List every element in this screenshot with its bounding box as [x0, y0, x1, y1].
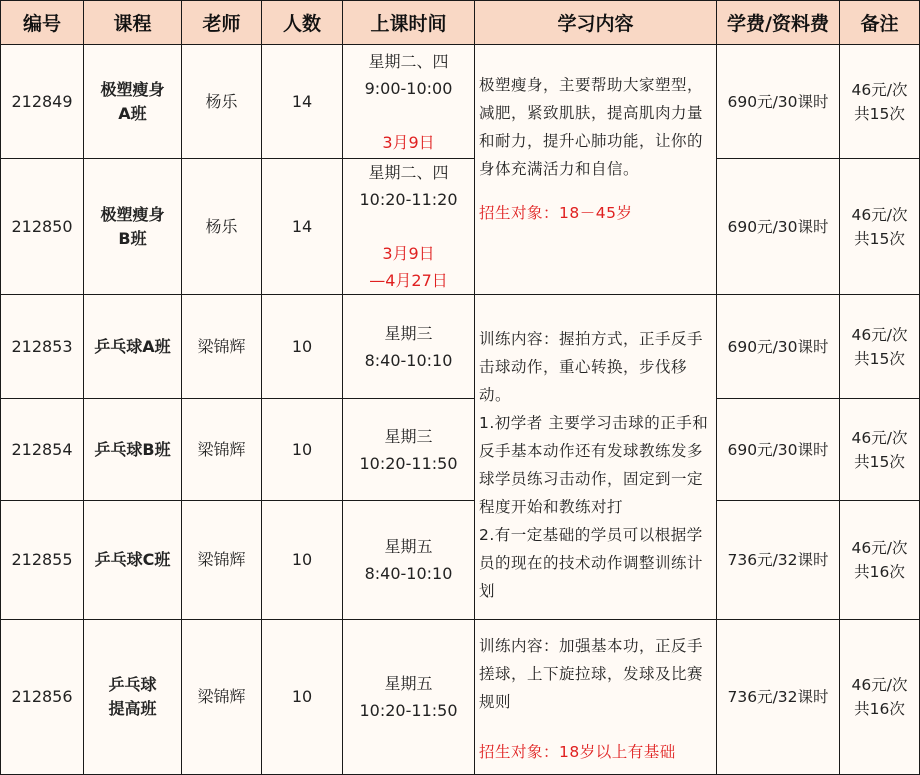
note [840, 45, 920, 159]
class-days: 星期二、四 [368, 51, 449, 71]
class-days: 星期三 [384, 426, 433, 446]
header-time: 上课时间 [343, 1, 475, 45]
note-price: 46元/次 [851, 325, 908, 344]
content-slim-text: 极塑瘦身，主要帮助大家塑型，减肥，紧致肌肤，提高肌肉力量和耐力，提升心肺功能，让你的身体充满活力和自信。 [479, 76, 704, 178]
teacher-name: 梁锦辉 [182, 295, 262, 399]
header-content: 学习内容 [475, 1, 717, 45]
class-end-date: —4月27日 [369, 271, 448, 290]
content-pingpong-point1: 1.初学者 主要学习击球的正手和反手基本动作还有发球教练发多球学员练习击动作，固定到一定程度开始和教练对打 [479, 414, 709, 516]
student-count: 10 [262, 295, 343, 399]
content-pingpong-basic [475, 295, 717, 620]
student-count: 14 [262, 45, 343, 159]
class-start-date: 3月9日 [382, 244, 435, 263]
class-hours: 9:00-10:00 [364, 78, 453, 98]
course-name-line1: 极塑瘦身 [100, 79, 165, 99]
class-start-date: 3月9日 [382, 132, 435, 152]
course-id: 212850 [1, 159, 84, 295]
course-name-line2: A班 [118, 103, 147, 123]
content-pingpong-point2: 2.有一定基础的学员可以根据学员的现在的技术动作调整训练计划 [479, 526, 704, 600]
teacher-name: 梁锦辉 [182, 501, 262, 620]
course-id: 212853 [1, 295, 84, 399]
note-price: 46元/次 [851, 428, 908, 447]
course-name-line1: 极塑瘦身 [100, 204, 165, 224]
fee: 690元/30课时 [717, 45, 840, 159]
teacher-name: 梁锦辉 [182, 620, 262, 775]
fee: 690元/30课时 [717, 159, 840, 295]
note [840, 295, 920, 399]
fee: 736元/32课时 [717, 501, 840, 620]
table-row [1, 295, 920, 399]
course-name-line1: 乒乓球 [108, 675, 157, 694]
header-note: 备注 [840, 1, 920, 45]
class-hours: 10:20-11:50 [359, 453, 458, 473]
note [840, 399, 920, 501]
note-sessions: 共16次 [854, 700, 905, 718]
header-count: 人数 [262, 1, 343, 45]
note-sessions: 共15次 [854, 349, 905, 368]
class-time [343, 159, 475, 295]
student-count: 10 [262, 399, 343, 501]
note-price: 46元/次 [851, 205, 908, 224]
student-count: 14 [262, 159, 343, 295]
course-name-line2: 提高班 [108, 699, 157, 718]
note-price: 46元/次 [851, 539, 908, 557]
class-time [343, 399, 475, 501]
class-hours: 8:40-10:10 [364, 564, 453, 583]
header-teacher: 老师 [182, 1, 262, 45]
class-days: 星期五 [384, 537, 433, 556]
course-name-line2: B班 [118, 228, 147, 248]
header-id: 编号 [1, 1, 84, 45]
note-sessions: 共15次 [854, 229, 905, 248]
content-pingpong-adv [475, 620, 717, 775]
course-id: 212856 [1, 620, 84, 775]
class-time [343, 501, 475, 620]
header-course: 课程 [84, 1, 182, 45]
teacher-name: 杨乐 [182, 45, 262, 159]
class-days: 星期二、四 [368, 163, 449, 182]
content-pingpong-intro: 训练内容：握拍方式，正手反手击球动作，重心转换，步伐移动。 [479, 330, 704, 404]
content-slim-target: 招生对象：18－45岁 [479, 204, 633, 222]
note-sessions: 共16次 [854, 563, 905, 581]
class-days: 星期五 [384, 674, 433, 693]
note-price: 46元/次 [851, 676, 908, 694]
course-name: 乒乓球A班 [84, 295, 182, 399]
course-name [84, 45, 182, 159]
table-row [1, 501, 920, 620]
fee: 690元/30课时 [717, 399, 840, 501]
course-id: 212855 [1, 501, 84, 620]
table-row [1, 399, 920, 501]
course-id: 212854 [1, 399, 84, 501]
table-row [1, 620, 920, 775]
note [840, 159, 920, 295]
fee: 690元/30课时 [717, 295, 840, 399]
note-sessions: 共15次 [854, 104, 905, 123]
course-name: 乒乓球B班 [84, 399, 182, 501]
class-hours: 10:20-11:50 [359, 701, 458, 720]
note [840, 501, 920, 620]
table-row [1, 159, 920, 295]
content-slim [475, 45, 717, 295]
header-row [1, 1, 920, 45]
note-price: 46元/次 [851, 80, 908, 99]
student-count: 10 [262, 501, 343, 620]
fee: 736元/32课时 [717, 620, 840, 775]
header-fee: 学费/资料费 [717, 1, 840, 45]
note-sessions: 共15次 [854, 452, 905, 471]
class-time [343, 45, 475, 159]
content-pingpong-adv-target: 招生对象：18岁以上有基础 [479, 743, 676, 761]
content-pingpong-adv-text: 训练内容：加强基本功，正反手搓球，上下旋拉球，发球及比赛规则 [479, 637, 704, 711]
class-hours: 8:40-10:10 [364, 350, 453, 370]
table-row [1, 45, 920, 159]
course-name [84, 620, 182, 775]
class-hours: 10:20-11:20 [359, 190, 458, 209]
teacher-name: 杨乐 [182, 159, 262, 295]
student-count: 10 [262, 620, 343, 775]
class-time [343, 295, 475, 399]
teacher-name: 梁锦辉 [182, 399, 262, 501]
note [840, 620, 920, 775]
class-days: 星期三 [384, 323, 433, 343]
course-name: 乒乓球C班 [84, 501, 182, 620]
course-id: 212849 [1, 45, 84, 159]
class-time [343, 620, 475, 775]
course-name [84, 159, 182, 295]
